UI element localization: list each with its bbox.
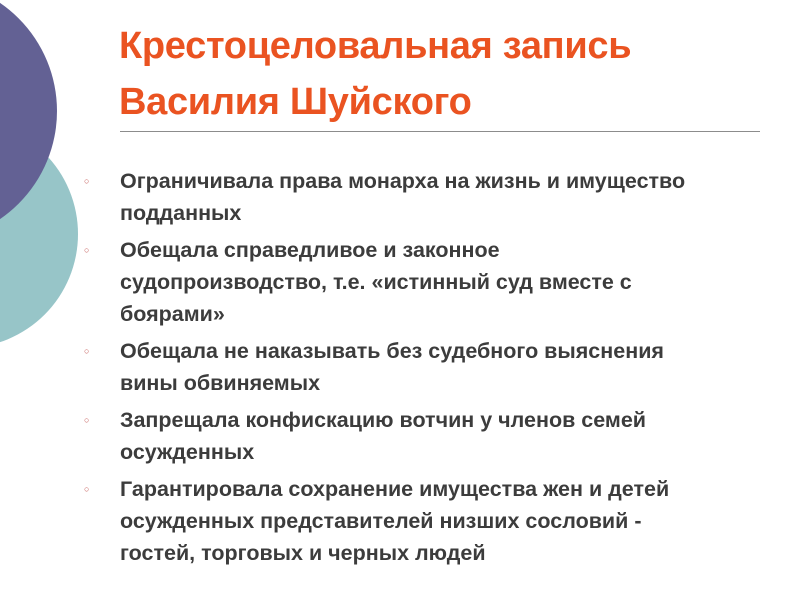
bullet-list xyxy=(82,165,800,574)
bullet-line: гостей, торговых и черных людей xyxy=(120,541,486,565)
bullet-item xyxy=(82,165,800,229)
bullet-text xyxy=(120,165,800,229)
bullet-text xyxy=(120,473,800,569)
bullet-line: осужденных xyxy=(120,440,255,464)
bullet-item xyxy=(82,473,800,569)
circle-outline-icon: ○ xyxy=(84,484,90,494)
bullet-line: подданных xyxy=(120,201,242,225)
bullet-line: судопроизводство, т.е. «истинный суд вместе с xyxy=(120,270,632,294)
slide-title-line: Крестоцеловальная запись xyxy=(119,25,632,67)
bullet-line: осужденных представителей низших сословий - xyxy=(120,509,642,533)
bullet-item xyxy=(82,404,800,468)
circle-outline-icon: ○ xyxy=(84,415,90,425)
circle-outline-icon: ○ xyxy=(84,176,90,186)
slide-title-line: Василия Шуйского xyxy=(119,81,472,123)
bullet-text xyxy=(120,404,800,468)
slide-title xyxy=(119,18,631,130)
bullet-line: Гарантировала сохранение имущества жен и детей xyxy=(120,477,670,501)
bullet-line: Ограничивала права монарха на жизнь и имущество xyxy=(120,169,686,193)
bullet-text xyxy=(120,234,800,330)
title-divider xyxy=(120,131,760,132)
bullet-line: боярами» xyxy=(120,302,225,326)
circle-outline-icon: ○ xyxy=(84,346,90,356)
bullet-text xyxy=(120,335,800,399)
bullet-item xyxy=(82,234,800,330)
bullet-item xyxy=(82,335,800,399)
bullet-line: Запрещала конфискацию вотчин у членов семей xyxy=(120,408,647,432)
circle-outline-icon: ○ xyxy=(84,245,90,255)
bullet-line: Обещала не наказывать без судебного выяснения xyxy=(120,339,664,363)
bullet-line: Обещала справедливое и законное xyxy=(120,238,500,262)
bullet-line: вины обвиняемых xyxy=(120,371,321,395)
